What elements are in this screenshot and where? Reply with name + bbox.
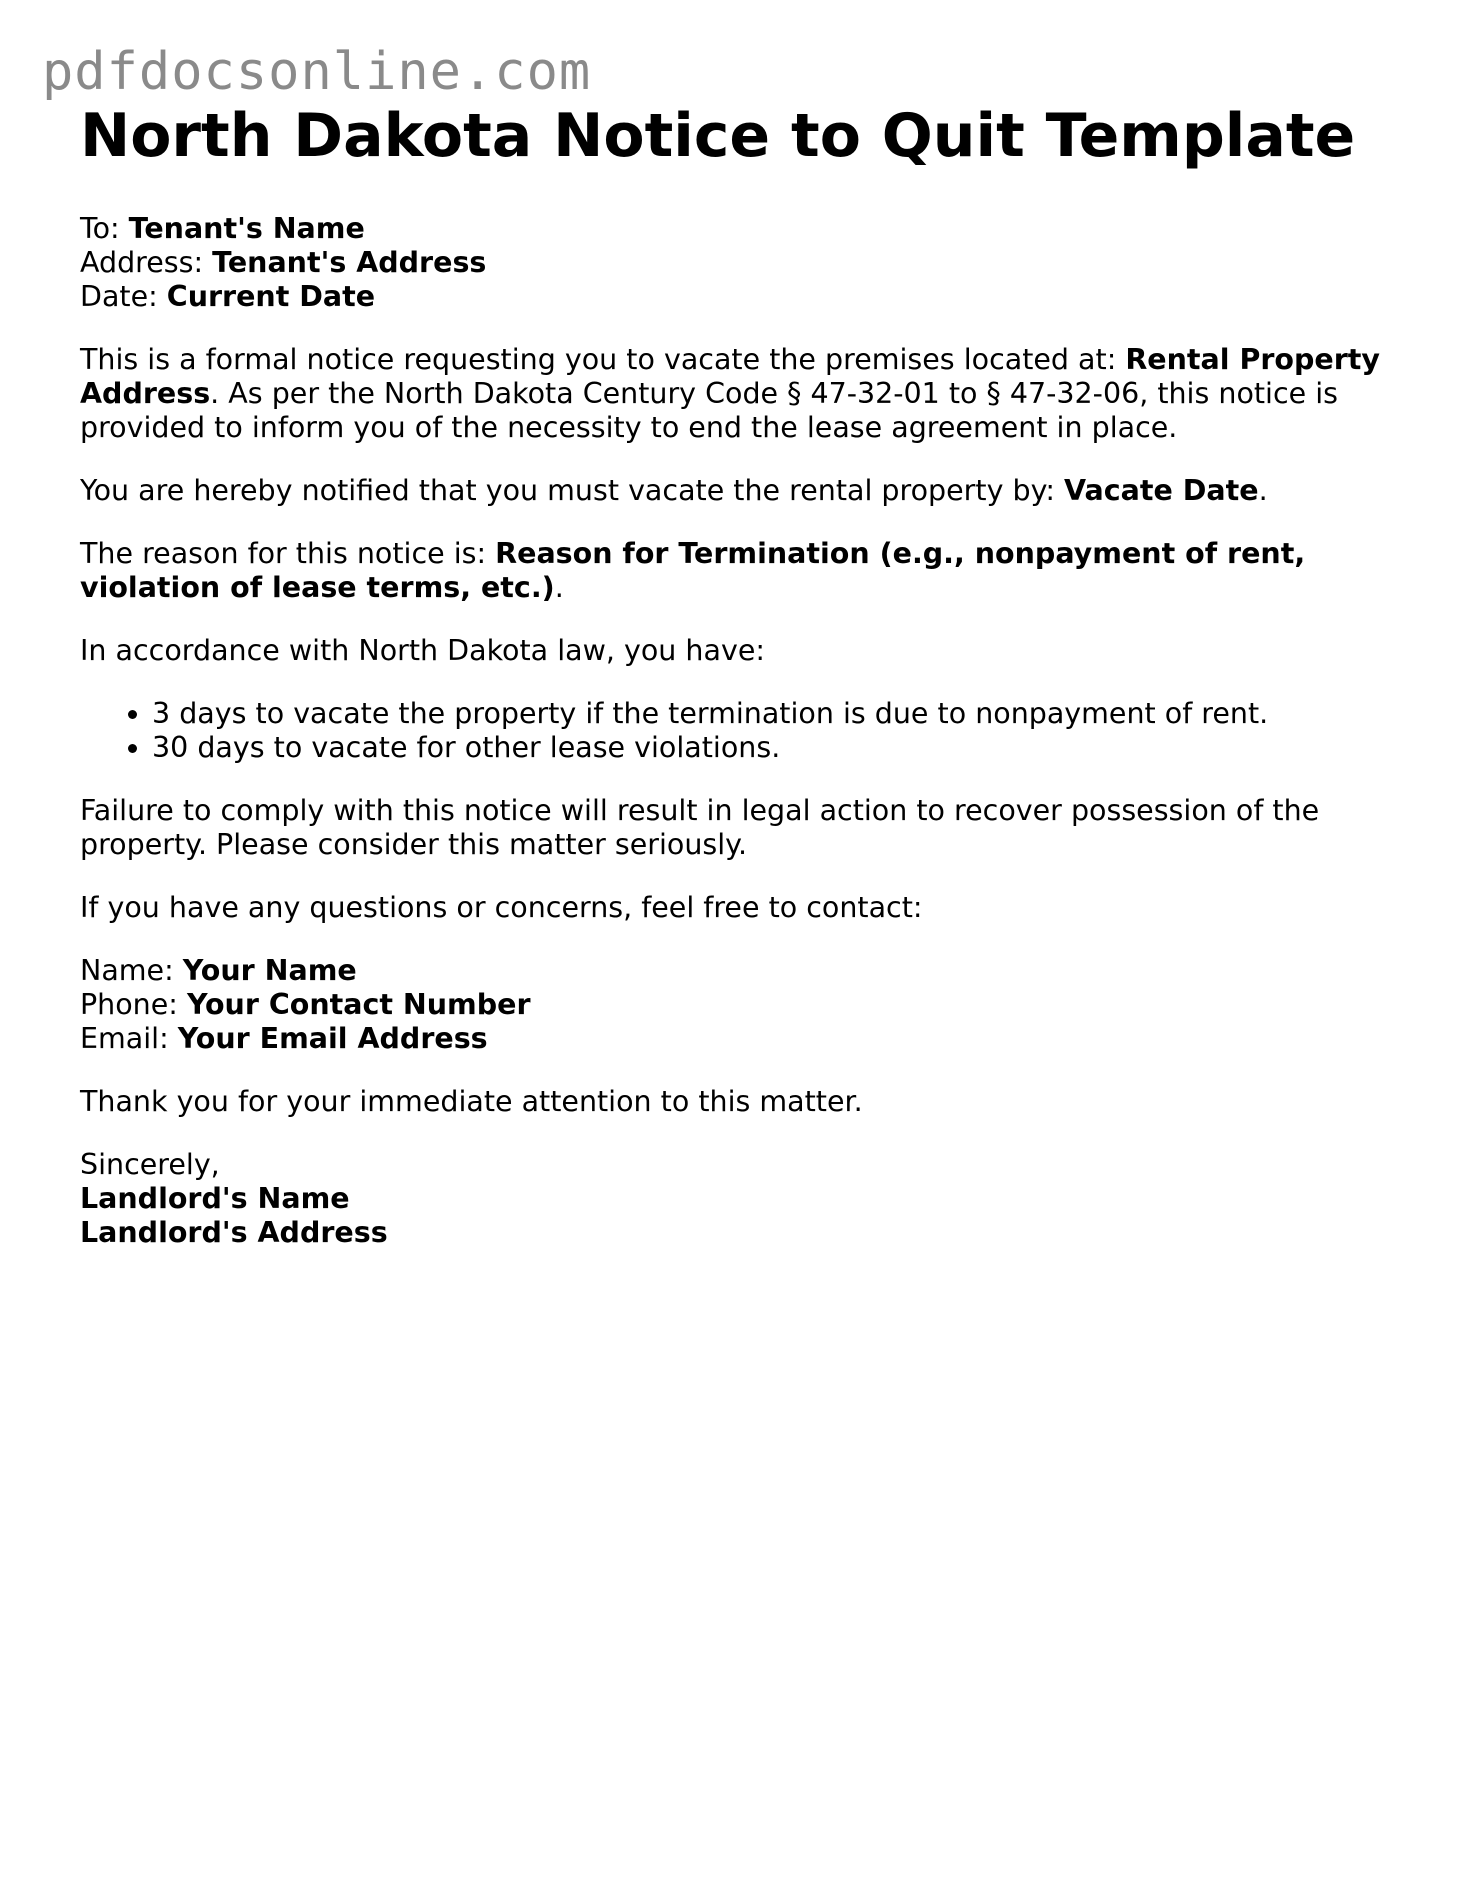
rental-property-address: Rental Property Address (80, 343, 1380, 410)
recipient-block (80, 212, 1400, 314)
contact-email: Your Email Address (177, 1022, 488, 1055)
page-title: North Dakota Notice to Quit Template (80, 101, 1356, 171)
watermark: pdfdocsonline.com (42, 42, 592, 102)
contact-phone-label: Phone: (80, 988, 187, 1021)
reason-paragraph (80, 537, 1400, 605)
contact-intro: If you have any questions or concerns, feel free to contact: (80, 891, 923, 924)
address-line (80, 246, 1400, 280)
termination-reason: Reason for Termination (e.g., nonpayment of rent, violation of lease terms, etc.) (80, 537, 1306, 604)
contact-phone: Your Contact Number (186, 988, 531, 1021)
reason-text: The reason for this notice is: (80, 537, 496, 570)
vacate-text: You are hereby notified that you must vacate the rental property by: (80, 474, 1065, 507)
failure-paragraph: Failure to comply with this notice will result in legal action to recover possession of the property. Please consider this matter seriously. (80, 794, 1320, 861)
tenant-address: Tenant's Address (212, 246, 487, 279)
tenant-name: Tenant's Name (128, 212, 365, 245)
list-item: • 30 days to vacate for other lease violations. (152, 731, 1400, 765)
contact-email-label: Email: (80, 1022, 178, 1055)
vacate-period: . (1258, 474, 1268, 507)
vacate-paragraph (80, 474, 1400, 508)
contact-name: Your Name (182, 954, 357, 987)
contact-name-line (80, 954, 357, 987)
contact-block (80, 954, 1400, 1056)
list-item: • 3 days to vacate the property if the termination is due to nonpayment of rent. (152, 697, 1400, 731)
law-intro: In accordance with North Dakota law, you have: (80, 634, 765, 667)
to-line (80, 212, 1400, 246)
reason-period: . (554, 571, 564, 604)
address-label: Address: (80, 246, 213, 279)
date-label: Date: (80, 280, 167, 313)
to-label: To: (80, 212, 129, 245)
vacate-date: Vacate Date (1064, 474, 1259, 507)
intro-paragraph (80, 343, 1400, 445)
sincerely: Sincerely, (80, 1148, 220, 1181)
document-page (80, 100, 1400, 1250)
law-list (80, 697, 1400, 765)
intro-text: This is a formal notice requesting you to vacate the premises located at: (80, 343, 1126, 376)
contact-email-line (80, 1022, 488, 1055)
thanks-paragraph: Thank you for your immediate attention to this matter. (80, 1085, 863, 1118)
intro-text-continued: . As per the North Dakota Century Code § 47-32-01 to § 47-32-06, this notice is provided to inform you of the necessity to end the lease agreement in place. (80, 377, 1339, 444)
closing-block (80, 1148, 1400, 1250)
contact-name-label: Name: (80, 954, 183, 987)
landlord-name: Landlord's Name (80, 1182, 350, 1215)
date-line (80, 280, 1400, 314)
contact-phone-line (80, 988, 531, 1021)
current-date: Current Date (166, 280, 376, 313)
landlord-address: Landlord's Address (80, 1216, 388, 1249)
